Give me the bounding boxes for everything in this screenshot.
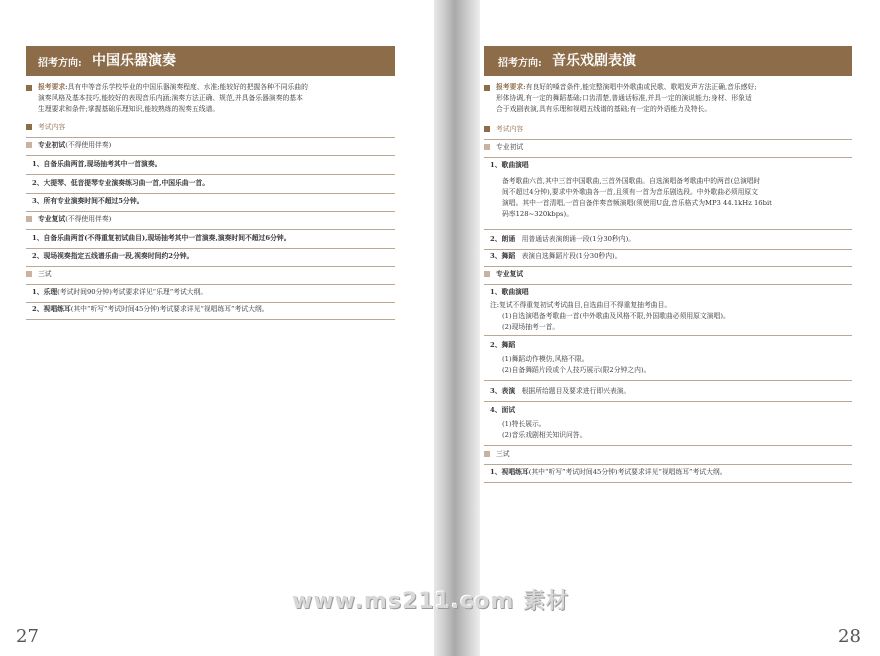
right-retest-interview-body (484, 419, 852, 446)
left-header-bar (26, 46, 395, 76)
left-third-item-2-rest: (其中“听写”考试时间45分钟)考试要求详见“视唱练耳”考试大纲。 (70, 305, 269, 313)
left-retest-note: (不得使用伴奏) (65, 215, 112, 223)
right-retest-singing-title: 1、歌曲演唱 (490, 288, 529, 296)
right-req-line-2: 形体协调,有一定的舞蹈基础;口齿清楚,普通话标准,并具一定的演说能力;身材、形象适 (496, 94, 752, 102)
right-third-heading (484, 449, 852, 465)
left-third-item-2-bold: 2、视唱练耳 (32, 305, 71, 313)
left-prelim-note: (不得使用伴奏) (65, 141, 112, 149)
right-retest-title: 专业复试 (496, 270, 524, 278)
right-prelim-recite (484, 234, 852, 250)
right-retest-singing-body (484, 300, 852, 336)
right-prelim-singing-line-1: 备考歌曲六首,其中三首中国歌曲,三首外国歌曲。自选演唱备考歌曲中的两首(总演唱时 (502, 177, 761, 185)
right-prelim-singing-line-3: 演唱。其中一首清唱,一首自备伴奏音频演唱(须使用U盘,音乐格式为MP3 44.1kHz 16bit (502, 199, 772, 207)
right-prelim-heading (484, 142, 852, 158)
right-requirements (484, 82, 852, 115)
right-prelim-dance (484, 251, 852, 267)
right-header-label: 招考方向: (498, 58, 542, 69)
left-header-label: 招考方向: (38, 58, 82, 69)
right-req-line-3: 合于戏剧表演,具有乐理和视唱五线谱的基础;有一定的外语能力及特长。 (496, 105, 712, 113)
book-gutter (434, 0, 480, 656)
left-prelim-item-1: 1、自备乐曲两首,现场抽考其中一首演奏。 (26, 159, 395, 175)
right-header-bar (484, 46, 852, 76)
right-third-item (484, 467, 852, 483)
left-third-item-1 (26, 287, 395, 303)
left-requirements (26, 82, 395, 115)
left-third-item-2 (26, 304, 395, 320)
right-exam-title: 考试内容 (496, 125, 524, 133)
right-req-label: 报考要求: (496, 83, 526, 91)
left-third-item-1-bold: 1、乐理 (32, 288, 58, 296)
right-retest-heading (484, 269, 852, 285)
right-third-item-rest: (其中“听写”考试时间45分钟)考试要求详见“视唱练耳”考试大纲。 (528, 468, 727, 476)
right-page-number: 28 (838, 626, 861, 647)
watermark: www.ms211.com 素材 (292, 589, 569, 614)
right-req-line-1: 有良好的嗓音条件,能完整演唱中外歌曲或民歌、歌唱发声方法正确,音乐感好; (525, 83, 757, 91)
left-exam-section (26, 122, 395, 138)
left-retest-title: 专业复试 (38, 215, 66, 223)
right-prelim-dance-bold: 3、舞蹈 (490, 252, 516, 260)
right-retest-interview-title: 4、面试 (490, 406, 516, 414)
right-third-title: 三试 (496, 450, 510, 458)
right-prelim-singing-title: 1、歌曲演唱 (490, 161, 529, 169)
right-page (440, 0, 880, 656)
left-req-line-2: 演奏风格及基本技巧,能较好的表现音乐内涵;演奏方法正确、规范,并具备乐器演奏的基本 (38, 94, 303, 102)
right-prelim-singing-line-2: 间不超过4分钟),要求中外歌曲各一首,且须有一首为音乐剧选段。中外歌曲必须用原文 (502, 188, 758, 196)
left-prelim-item-3: 3、所有专业演奏时间不超过5分钟。 (26, 196, 395, 212)
left-third-title: 三试 (38, 270, 52, 278)
right-retest-singing-line-1: 注:复试不得重复初试考试曲目,自选曲目不得重复抽考曲目。 (490, 301, 672, 309)
right-third-item-bold: 1、视唱练耳 (490, 468, 529, 476)
left-req-line-1: 具有中等音乐学校毕业的中国乐器演奏程度、水准;能较好的把握各种不同乐曲的 (67, 83, 308, 91)
bullet-square-icon (26, 271, 32, 277)
right-retest-dance-line-1: (1)舞蹈动作模仿,风格不限。 (502, 355, 589, 363)
left-third-heading (26, 269, 395, 285)
left-prelim-item-2: 2、大提琴、低音提琴专业演奏练习曲一首,中国乐曲一首。 (26, 178, 395, 194)
right-retest-interview-line-1: (1)特长展示。 (502, 420, 546, 428)
right-retest-dance-body (484, 354, 852, 381)
bullet-square-icon (26, 142, 32, 148)
bullet-square-icon (484, 451, 490, 457)
left-req-line-3: 生理要求和条件;掌握基础乐理知识,能较熟练的视奏五线谱。 (38, 105, 220, 113)
right-prelim-recite-bold: 2、朗诵 (490, 235, 516, 243)
left-page-number: 27 (16, 626, 39, 647)
left-third-item-1-rest: (考试时间90分钟)考试要求详见“乐理”考试大纲。 (57, 288, 208, 296)
bullet-square-icon (26, 216, 32, 222)
left-retest-heading (26, 214, 395, 230)
right-prelim-dance-rest: 表演自选舞蹈片段(1分30秒内)。 (521, 252, 622, 260)
left-retest-item-1: 1、自备乐曲两首(不得重复初试曲目),现场抽考其中一首演奏,演奏时间不超过6分钟。 (26, 233, 395, 249)
left-req-label: 报考要求: (38, 83, 68, 91)
right-header-title: 音乐戏剧表演 (552, 53, 636, 69)
right-retest-dance-title: 2、舞蹈 (490, 341, 516, 349)
right-retest-perform (484, 386, 852, 402)
bullet-square-icon (484, 144, 490, 150)
right-prelim-singing-line-4: 码率128~320kbps)。 (502, 210, 573, 218)
left-prelim-title: 专业初试 (38, 141, 66, 149)
bullet-square-icon (26, 124, 32, 130)
right-retest-perform-bold: 3、表演 (490, 387, 516, 395)
left-header-title: 中国乐器演奏 (92, 53, 176, 69)
bullet-square-icon (484, 126, 490, 132)
left-retest-item-2: 2、现场视奏指定五线谱乐曲一段,视奏时间约2分钟。 (26, 251, 395, 267)
bullet-square-icon (484, 271, 490, 277)
left-exam-title: 考试内容 (38, 123, 66, 131)
bullet-square-icon (484, 85, 490, 91)
right-retest-singing-line-2: (1)自选演唱备考歌曲一首(中外歌曲及风格不限,外国歌曲必须用原文演唱)。 (502, 312, 730, 320)
right-retest-dance-line-2: (2)自备舞蹈片段或个人技巧展示(限2分钟之内)。 (502, 366, 651, 374)
right-prelim-singing-body (484, 176, 852, 230)
right-prelim-title: 专业初试 (496, 143, 524, 151)
left-prelim-heading (26, 140, 395, 156)
bullet-square-icon (26, 85, 32, 91)
right-retest-perform-rest: 根据所给题目及要求进行即兴表演。 (521, 387, 631, 395)
right-retest-singing-line-3: (2)现场抽考一首。 (502, 323, 560, 331)
right-prelim-recite-rest: 用普通话表演朗诵一段(1分30秒内)。 (521, 235, 636, 243)
right-retest-interview-line-2: (2)音乐戏剧相关知识问答。 (502, 431, 587, 439)
right-exam-section (484, 124, 852, 140)
